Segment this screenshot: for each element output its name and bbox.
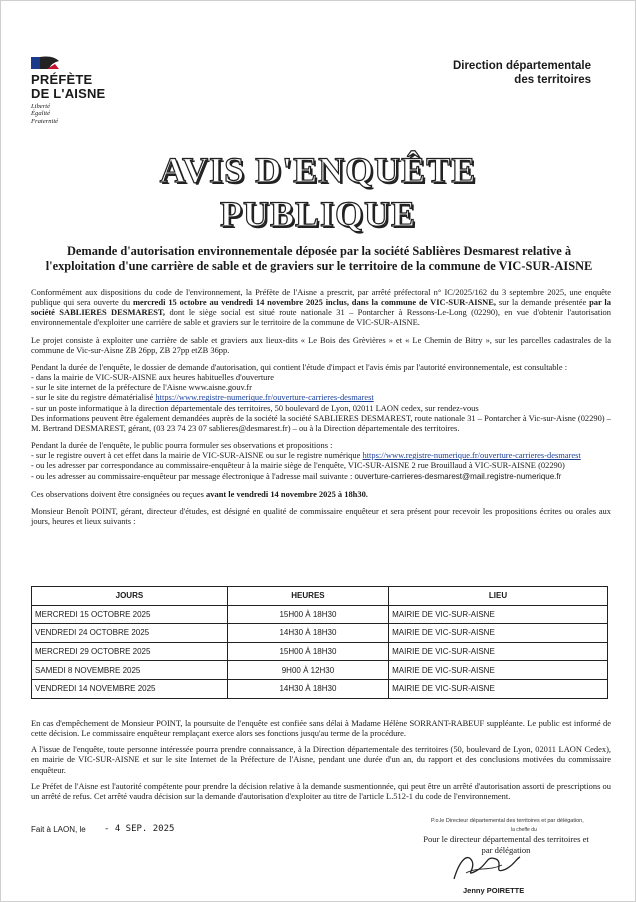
cell-hours: 14H30 À 18H30 bbox=[227, 679, 388, 698]
notice-footer bbox=[31, 718, 611, 807]
notice-body bbox=[31, 287, 611, 533]
delegation-stamp: P.o.le Directeur départemental des territoires et par délégation, bbox=[431, 818, 584, 824]
permanence-schedule-table bbox=[31, 586, 608, 699]
column-header-hours: HEURES bbox=[227, 587, 388, 606]
cell-day: SAMEDI 8 NOVEMBRE 2025 bbox=[32, 661, 228, 680]
marianne-logo-icon bbox=[31, 55, 61, 71]
paragraph-report: A l'issue de l'enquête, toute personne intéressée pourra prendre connaissance, à la Direction départementale des territoires (50, boulevard de Lyon, 02011 LAON Cedex), en mairie de VIC-SUR-AISNE et sur le site Internet de la Préfecture de l'Aisne, pendant une durée d'un an, du rapport et des conclusions motivées du commissaire enquêteur. bbox=[31, 744, 611, 775]
date-stamp: - 4 SEP. 2025 bbox=[104, 824, 175, 834]
column-header-place: LIEU bbox=[389, 587, 608, 606]
paragraph-project: Le projet consiste à exploiter une carrière de sable et graviers aux lieux-dits « Le Bois des Grèvières » et « Le Chemin de Bitry », sur les parcelles cadastrales de la commune de Vic-sur-Aisne ZB 26pp, ZB 27pp etZB 36pp. bbox=[31, 334, 611, 355]
cell-day: VENDREDI 14 NOVEMBRE 2025 bbox=[32, 679, 228, 698]
paragraph-intro bbox=[31, 287, 611, 328]
cell-place: MAIRIE DE VIC-SUR-AISNE bbox=[389, 605, 608, 624]
cell-place: MAIRIE DE VIC-SUR-AISNE bbox=[389, 642, 608, 661]
notice-title-line2: PUBLIQUE bbox=[219, 194, 417, 234]
notice-subtitle: Demande d'autorisation environnementale déposée par la société Sablières Desmarest relative à l'exploitation d'une carrière de sable et de graviers sur le territoire de la commune de VIC-SUR-AISNE bbox=[45, 244, 593, 273]
cell-place: MAIRIE DE VIC-SUR-AISNE bbox=[389, 624, 608, 643]
registry-email[interactable]: ouverture-carrieres-desmarest@mail.registre-numerique.fr bbox=[354, 471, 562, 481]
delegation-stamp-2: la cheffe du bbox=[511, 827, 537, 833]
cell-place: MAIRIE DE VIC-SUR-AISNE bbox=[389, 661, 608, 680]
cell-hours: 15H00 À 18H30 bbox=[227, 642, 388, 661]
intro-run-0: Conformément aux dispositions du code de l'environnement, la Préfète de l'Aisne a prescrit, par arrêté préfectoral n° IC/2025/162 du 3 septembre 2025, une enquête publique qui sera ouverte du bbox=[31, 287, 611, 308]
table-row bbox=[32, 642, 608, 661]
table-row bbox=[32, 679, 608, 698]
paragraph-authority: Le Préfet de l'Aisne est l'autorité compétente pour prendre la décision relative à la demande susmentionnée, qui peut être un arrêté d'autorisation assorti de prescriptions ou un arrêté de refus. Cet arrêté vaudra décision sur la demande d'autorisation d'exploiter au titre de l'article L.512-1 du code de l'environnement. bbox=[31, 780, 611, 801]
cell-day: MERCREDI 29 OCTOBRE 2025 bbox=[32, 642, 228, 661]
signer-name: Jenny POIRETTE bbox=[463, 886, 525, 895]
cell-hours: 14H30 À 18H30 bbox=[227, 624, 388, 643]
cell-day: MERCREDI 15 OCTOBRE 2025 bbox=[32, 605, 228, 624]
paragraph-commissioner: Monsieur Benoît POINT, gérant, directeur d'études, est désigné en qualité de commissaire enquêteur et sera présent pour recevoir les propositions écrites ou orales aux jours, heures et lieux suivants : bbox=[31, 505, 611, 526]
column-header-days: JOURS bbox=[32, 587, 228, 606]
intro-run-4: dont le siège social est situé route nationale 31 – Pontarcher à Ressons-Le-Long (02290), en vue d'obtenir l'autorisation environnementale d'exploiter une carrière de sable et graviers sur le territoire de la commune de VIC-SUR-AISNE. bbox=[31, 307, 611, 328]
handwritten-signature-icon bbox=[446, 849, 526, 885]
table-header-row bbox=[32, 587, 608, 606]
registry-link[interactable]: https://www.registre-numerique.fr/ouverture-carrieres-desmarest bbox=[155, 392, 374, 403]
cell-place: MAIRIE DE VIC-SUR-AISNE bbox=[389, 679, 608, 698]
intro-run-3: par la société SABLIERES DESMAREST, bbox=[31, 297, 611, 318]
cell-day: VENDREDI 24 OCTOBRE 2025 bbox=[32, 624, 228, 643]
registry-link-2[interactable]: https://www.registre-numerique.fr/ouverture-carrieres-desmarest bbox=[362, 450, 581, 461]
paragraph-deadline: Ces observations doivent être consignées ou reçues avant le vendredi 14 novembre 2025 à 18h30. bbox=[31, 488, 368, 499]
table-row bbox=[32, 624, 608, 643]
paragraph-consultation: Pendant la durée de l'enquête, le dossier de demande d'autorisation, qui contient l'étude d'impact et l'avis émis par l'autorité environnementale, est consultable : - dans la mairie de VIC-SUR-AISNE aux heures habituelles d'ouverture - sur le site internet de la préfecture de l'Aisne www.aisne.gouv.fr - sur le site du registre dématérialisé https://www.registre-numerique.fr/ouverture-carrieres-desmarest - sur un poste informatique à la direction départementale des territoires, 50 boulevard de Lyon, 02011 LAON cedex, sur rendez-vous Des informations peuvent être également demandées auprès de la société la société SABLIERES DESMAREST, route nationale 31 – Pontarcher à Vic-sur-Aisne (02290) – M. Bertrand DESMAREST, gérant, (03 23 74 23 07 sablieres@desmarest.fr) – ou à la Direction départementale des territoires. bbox=[31, 361, 611, 433]
republic-motto: Liberté Égalité Fraternité bbox=[31, 103, 59, 125]
intro-run-1: mercredi 15 octobre au vendredi 14 novembre 2025 inclus, dans la commune de VIC-SUR-AISNE, bbox=[132, 297, 497, 308]
cell-hours: 15H00 À 18H30 bbox=[227, 605, 388, 624]
prefecture-name: PRÉFÈTE DE L'AISNE bbox=[31, 72, 106, 101]
cell-hours: 9H00 À 12H30 bbox=[227, 661, 388, 680]
intro-run-2: sur la demande présentée bbox=[496, 297, 590, 308]
table-row bbox=[32, 605, 608, 624]
issuing-department: Direction départementale des territoires bbox=[452, 60, 591, 86]
notice-title-line1: AVIS D'ENQUÊTE bbox=[159, 150, 477, 190]
paragraph-substitute: En cas d'empêchement de Monsieur POINT, la poursuite de l'enquête est confiée sans délai à Madame Hélène SORRANT-RABEUF suppléante. Le public est informé de cette décision. Le commissaire enquêteur remplaçant exerce alors ses fonctions jusqu'au terme de la procédure. bbox=[31, 718, 611, 739]
made-at-label: Fait à LAON, le bbox=[31, 825, 86, 834]
table-row bbox=[32, 661, 608, 680]
signatory-title: Pour le directeur départemental des territoires et par délégation bbox=[423, 834, 589, 855]
paragraph-observations: Pendant la durée de l'enquête, le public pourra formuler ses observations et propositions : - sur le registre ouvert à cet effet dans la mairie de VIC-SUR-AISNE ou sur le registre numérique https://www.registre-numerique.fr/ouverture-carrieres-desmarest - ou les adresser par correspondance au commissaire-enquêteur à la mairie siège de l'enquête, VIC-SUR-AISNE 2 rue Brouillaud à VIC-SUR-AISNE (02290) - ou les adresser au commissaire-enquêteur par message électronique à l'adresse mail suivante : ouverture-carrieres-desmarest@mail.registre-numerique.fr bbox=[31, 440, 581, 481]
